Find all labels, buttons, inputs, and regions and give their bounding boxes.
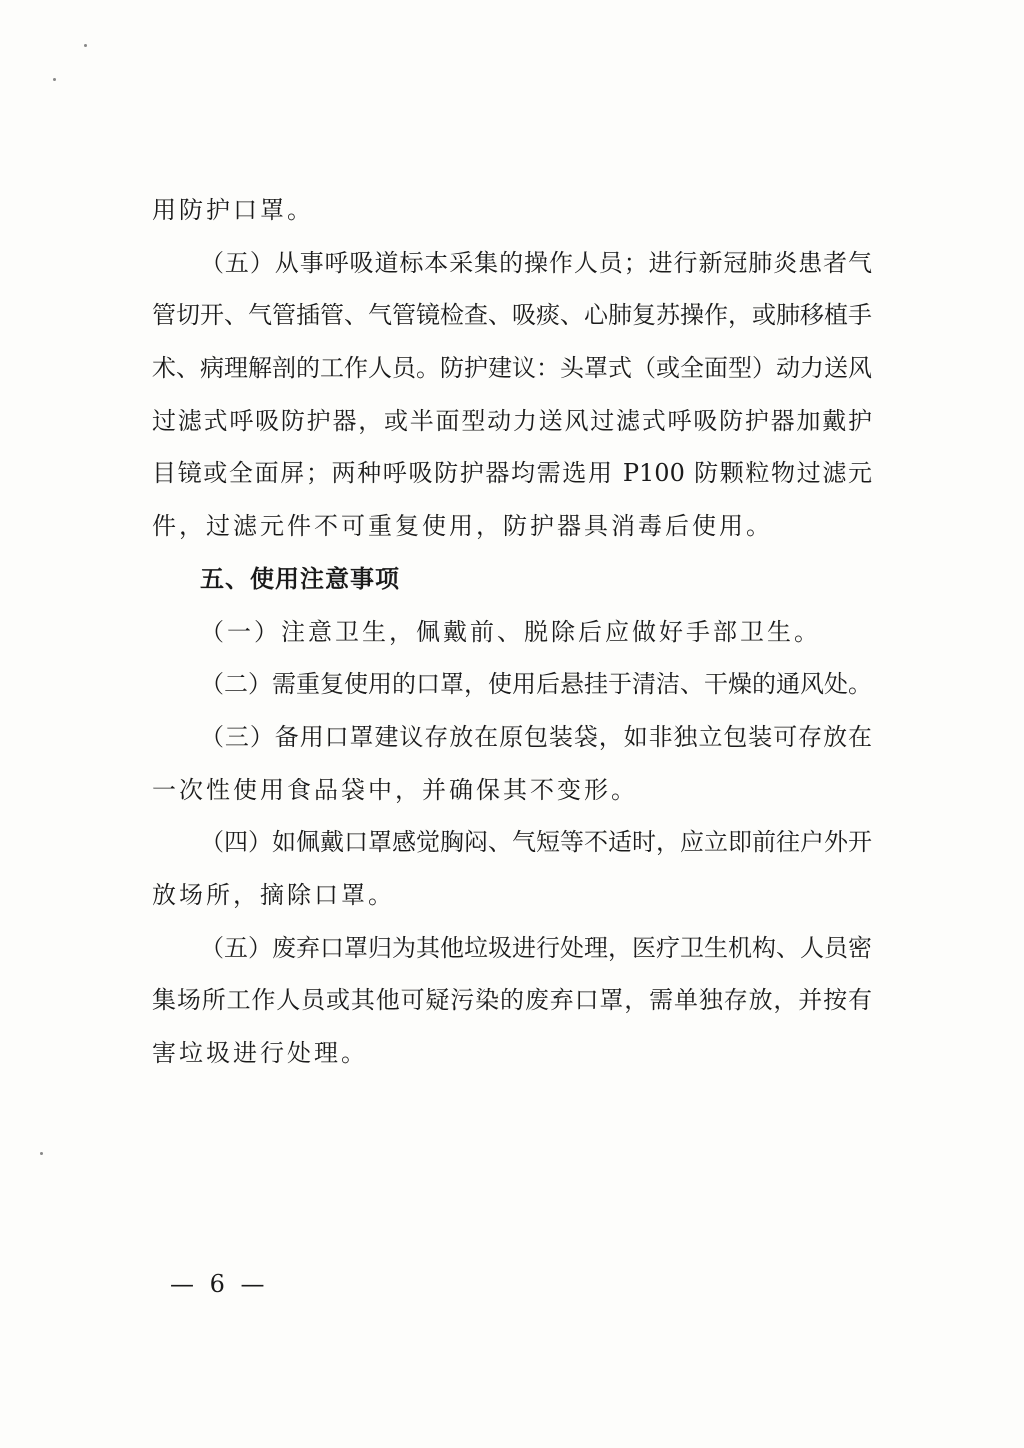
text-line: （二）需重复使用的口罩，使用后悬挂于清洁、干燥的通风处。 xyxy=(200,670,872,699)
text-line: （四）如佩戴口罩感觉胸闷、气短等不适时，应立即前往户外开 xyxy=(200,828,872,857)
section-heading: 五、使用注意事项 xyxy=(200,564,400,593)
text-line: 目镜或全面屏；两种呼吸防护器均需选用 P100 防颗粒物过滤元 xyxy=(152,459,872,488)
text-line: 管切开、气管插管、气管镜检查、吸痰、心肺复苏操作，或肺移植手 xyxy=(152,301,872,330)
page-number: — 6 — xyxy=(170,1270,269,1298)
scan-speck xyxy=(53,78,56,81)
scan-speck xyxy=(84,44,87,47)
text-line: （五）从事呼吸道标本采集的操作人员；进行新冠肺炎患者气 xyxy=(200,248,872,277)
text-line: 一次性使用食品袋中，并确保其不变形。 xyxy=(152,775,638,804)
scan-speck xyxy=(40,1152,43,1155)
body-text xyxy=(152,184,872,1080)
text-line: 术、病理解剖的工作人员。防护建议：头罩式（或全面型）动力送风 xyxy=(152,354,872,383)
text-line: 用防护口罩。 xyxy=(152,196,314,224)
text-line: （三）备用口罩建议存放在原包装袋，如非独立包装可存放在 xyxy=(200,722,872,751)
text-line: 过滤式呼吸防护器，或半面型动力送风过滤式呼吸防护器加戴护 xyxy=(152,406,872,435)
text-line: 集场所工作人员或其他可疑污染的废弃口罩，需单独存放，并按有 xyxy=(152,986,872,1015)
text-line: （一）注意卫生，佩戴前、脱除后应做好手部卫生。 xyxy=(200,617,821,646)
text-line: 害垃圾进行处理。 xyxy=(152,1039,368,1067)
text-line: 件，过滤元件不可重复使用，防护器具消毒后使用。 xyxy=(152,512,773,541)
text-line: （五）废弃口罩归为其他垃圾进行处理，医疗卫生机构、人员密 xyxy=(200,933,872,962)
text-line: 放场所，摘除口罩。 xyxy=(152,880,395,909)
